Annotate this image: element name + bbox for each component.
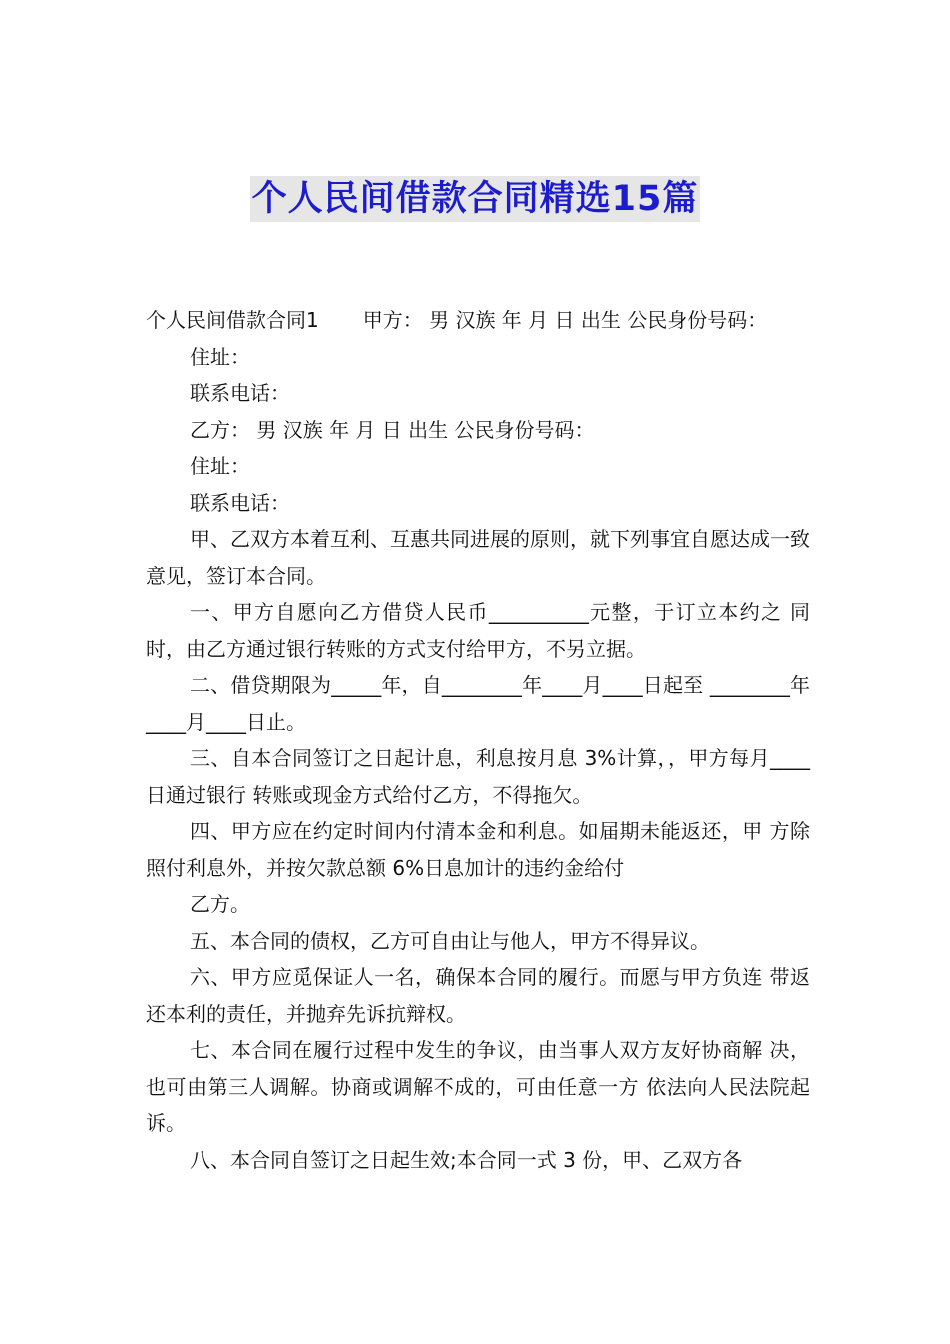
clause-2: 二、借贷期限为_____年，自________年____月____日起至 ________年____月____日止。: [146, 673, 810, 734]
clause-4-continued: 乙方。: [190, 892, 250, 916]
intro-paragraph: 甲、乙双方本着互利、互惠共同进展的原则，就下列事宜自愿达成一致意见，签订本合同。: [146, 527, 810, 588]
title-container: [0, 176, 950, 222]
party-b-line: 乙方： 男 汉族 年 月 日 出生 公民身份号码：: [190, 417, 595, 442]
clause-3: 三、自本合同签订之日起计息，利息按月息 3%计算，，甲方每月____日通过银行 转账或现金方式给付乙方，不得拖欠。: [146, 746, 810, 807]
clause-1: 一、甲方自愿向乙方借贷人民币__________元整，于订立本约之 同时，由乙方通过银行转账的方式支付给甲方，不另立据。: [146, 600, 810, 661]
clause-8: 八、本合同自签订之日起生效;本合同一式 3 份，甲、乙双方各: [190, 1147, 743, 1172]
clause-7: 七、本合同在履行过程中发生的争议，由当事人双方友好协商解 决，也可由第三人调解。协商或调解不成的，可由任意一方 依法向人民法院起诉。: [146, 1038, 810, 1135]
clause-4: 四、甲方应在约定时间内付清本金和利息。如届期未能返还，甲 方除照付利息外，并按欠款总额 6%日息加计的违约金给付: [146, 819, 810, 880]
phone-a: 联系电话：: [190, 381, 290, 405]
contract-heading-line: [146, 302, 810, 339]
clause-6: 六、甲方应觅保证人一名，确保本合同的履行。而愿与甲方负连 带返还本利的责任，并抛弃先诉抗辩权。: [146, 965, 810, 1026]
clause-5: 五、本合同的债权，乙方可自由让与他人，甲方不得异议。: [190, 928, 710, 953]
party-a-line: 甲方： 男 汉族 年 月 日 出生 公民身份号码：: [362, 308, 768, 332]
address-a: 住址：: [190, 344, 250, 369]
contract-heading: 个人民间借款合同1: [146, 308, 319, 332]
contract-body: [146, 302, 810, 1178]
phone-b: 联系电话：: [190, 490, 290, 515]
address-b: 住址：: [190, 454, 250, 478]
document-title: 个人民间借款合同精选15篇: [250, 176, 701, 222]
